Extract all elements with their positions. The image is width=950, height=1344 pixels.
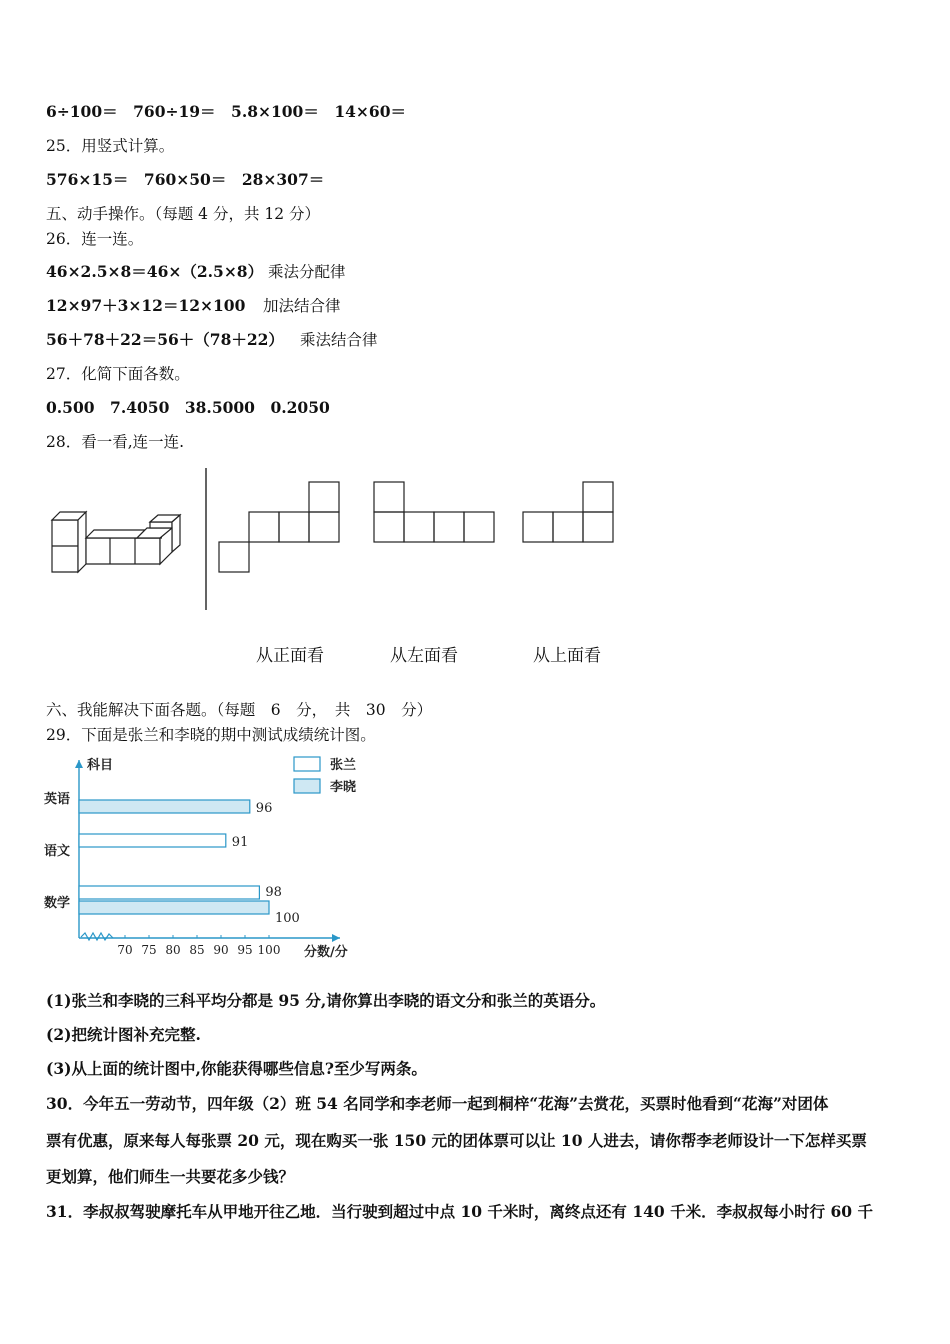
view-b-shape <box>374 482 494 542</box>
sub-question-3: (3)从上面的统计图中,你能获得哪些信息?至少写两条。 <box>46 1059 427 1078</box>
match-law-3: 乘法结合律 <box>300 331 378 349</box>
block-views-figure <box>0 460 950 620</box>
match-expr-2: 12×97＋3×12＝12×100 <box>46 296 246 315</box>
legend-swatch <box>294 757 320 771</box>
x-tick-label: 100 <box>257 943 281 957</box>
question-26: 26．连一连。 <box>46 230 144 248</box>
oral-calc-line: 6÷100＝ 760÷19＝ 5.8×100＝ 14×60＝ <box>46 102 406 121</box>
bar-value-label: 100 <box>275 911 300 926</box>
section-6-title: 六、我能解决下面各题。（每题 6 分， 共 30 分） <box>46 701 433 719</box>
x-tick-label: 75 <box>141 943 157 957</box>
question-27: 27．化简下面各数。 <box>46 365 190 383</box>
view-label-front: 从正面看 <box>256 646 324 666</box>
question-30-line-2: 票有优惠，原来每人每张票 20 元，现在购买一张 150 元的团体票可以让 10 人进去，请你帮李老师设计一下怎样买票 <box>46 1131 867 1150</box>
bar <box>79 886 259 899</box>
question-29: 29．下面是张兰和李晓的期中测试成绩统计图。 <box>46 726 376 744</box>
vertical-calc-line: 576×15＝ 760×50＝ 28×307＝ <box>46 170 325 189</box>
score-bar-chart <box>40 748 380 968</box>
question-28: 28．看一看,连一连. <box>46 433 185 451</box>
category-label: 英语 <box>44 792 71 807</box>
sub-question-1: (1)张兰和李晓的三科平均分都是 95 分,请你算出李晓的语文分和张兰的英语分。 <box>46 991 606 1010</box>
category-label: 语文 <box>44 844 71 859</box>
match-expr-1: 46×2.5×8＝46×（2.5×8） <box>46 262 264 281</box>
x-axis-title: 分数/分 <box>304 945 348 960</box>
bar <box>79 834 226 847</box>
view-label-top: 从上面看 <box>533 646 601 666</box>
chart-bars <box>79 757 320 914</box>
bar-value-label: 98 <box>265 885 282 900</box>
question-30-line-1: 30．今年五一劳动节，四年级（2）班 54 名同学和李老师一起到桐梓“花海”去赏花，买票时他看到“花海”对团体 <box>46 1094 829 1113</box>
category-label: 数学 <box>44 896 71 911</box>
x-tick-label: 70 <box>117 943 133 957</box>
x-tick-label: 95 <box>237 943 253 957</box>
question-25: 25．用竖式计算。 <box>46 137 175 155</box>
match-law-2: 加法结合律 <box>263 297 341 315</box>
match-expr-3: 56＋78＋22＝56＋（78＋22） <box>46 330 284 349</box>
x-axis-arrow <box>332 934 340 942</box>
legend-swatch <box>294 779 320 793</box>
bar <box>79 800 250 813</box>
view-c-shape <box>523 482 613 542</box>
legend-label: 李晓 <box>330 780 357 795</box>
x-tick-label: 90 <box>213 943 229 957</box>
bar <box>79 901 269 914</box>
decimals-line: 0.500 7.4050 38.5000 0.2050 <box>46 398 330 417</box>
view-a-shape <box>219 482 339 572</box>
bar-value-label: 96 <box>255 801 273 816</box>
question-30-line-3: 更划算，他们师生一共要花多少钱？ <box>46 1167 295 1186</box>
axis-break-mark <box>81 933 113 940</box>
x-tick-label: 80 <box>165 943 181 957</box>
x-tick-label: 85 <box>189 943 205 957</box>
view-label-left: 从左面看 <box>390 646 458 666</box>
legend-label: 张兰 <box>330 758 357 773</box>
y-axis-title: 科目 <box>87 758 114 773</box>
y-axis-arrow <box>75 760 83 768</box>
3d-block-figure <box>52 512 180 572</box>
bar-value-label: 91 <box>231 835 249 850</box>
question-31: 31．李叔叔驾驶摩托车从甲地开往乙地．当行驶到超过中点 10 千米时，离终点还有 140 千米．李叔叔每小时行 60 千 <box>46 1202 873 1221</box>
match-law-1: 乘法分配律 <box>268 263 346 281</box>
section-5-title: 五、动手操作。（每题 4 分，共 12 分） <box>46 205 321 223</box>
sub-question-2: (2)把统计图补充完整. <box>46 1025 201 1044</box>
